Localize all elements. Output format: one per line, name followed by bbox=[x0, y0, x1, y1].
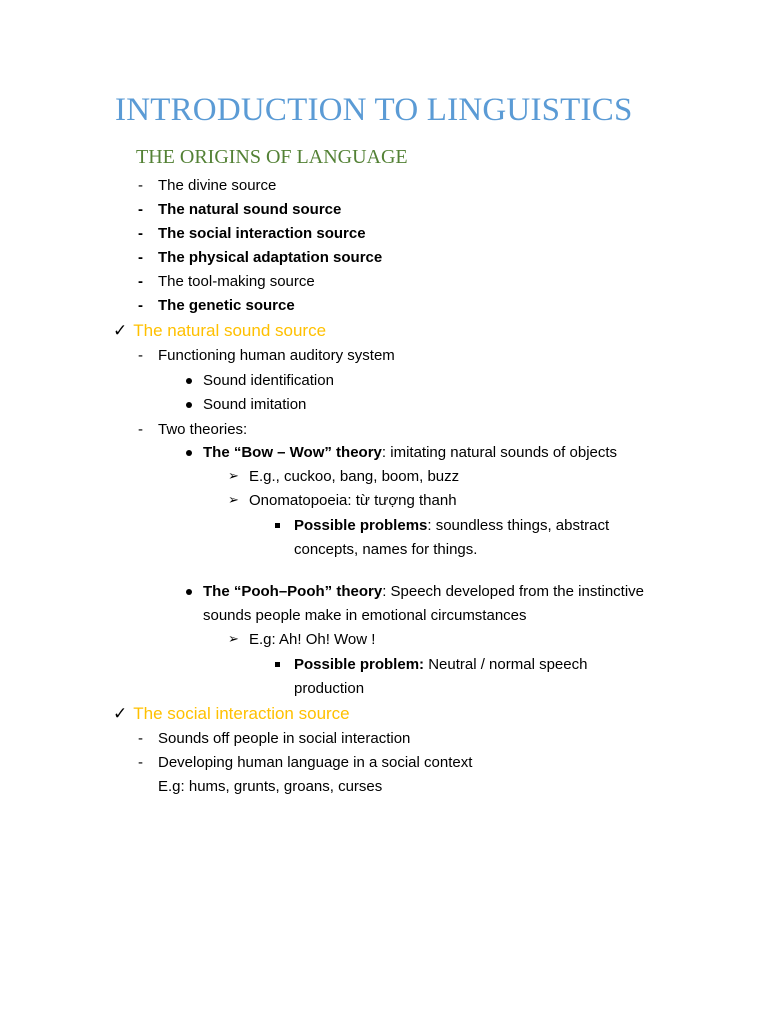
pooh-pooh-problem: Possible problem: Neutral / normal speech bbox=[294, 656, 588, 673]
list-dash: - bbox=[138, 225, 143, 242]
bullet-dot-icon bbox=[186, 589, 192, 595]
social-interaction-heading: ✓ The social interaction source bbox=[113, 704, 350, 724]
square-bullet-icon bbox=[275, 662, 280, 667]
bullet-dot-icon bbox=[186, 402, 192, 408]
origin-item-toolmaking: The tool-making source bbox=[158, 273, 315, 290]
list-dash: - bbox=[138, 249, 143, 266]
bow-wow-problems-cont: concepts, names for things. bbox=[294, 541, 478, 558]
auditory-system-item: Functioning human auditory system bbox=[158, 347, 395, 364]
square-bullet-icon bbox=[275, 523, 280, 528]
arrow-bullet-icon: ➢ bbox=[228, 632, 239, 647]
sound-imitation-item: Sound imitation bbox=[203, 396, 307, 413]
list-dash: - bbox=[138, 730, 143, 747]
pooh-pooh-theory-item: The “Pooh–Pooh” theory: Speech developed from the instinctive bbox=[203, 583, 645, 600]
bullet-dot-icon bbox=[186, 378, 192, 384]
two-theories-item: Two theories: bbox=[158, 421, 248, 438]
list-dash: - bbox=[138, 347, 143, 364]
checkmark-icon: ✓ bbox=[113, 321, 128, 341]
origin-item-physical: The physical adaptation source bbox=[158, 249, 383, 266]
checkmark-icon: ✓ bbox=[113, 704, 128, 724]
pooh-pooh-example: E.g: Ah! Oh! Wow ! bbox=[249, 631, 376, 648]
list-dash: - bbox=[138, 297, 143, 314]
section-subtitle: THE ORIGINS OF LANGUAGE bbox=[136, 146, 408, 168]
list-dash: - bbox=[138, 201, 143, 218]
list-dash: - bbox=[138, 421, 143, 438]
onomatopoeia-item: Onomatopoeia: từ tượng thanh bbox=[249, 492, 457, 509]
social-item-developing: Developing human language in a social context bbox=[158, 754, 473, 771]
bow-wow-theory-item: The “Bow – Wow” theory: imitating natural sounds of objects bbox=[203, 444, 618, 461]
list-dash: - bbox=[138, 177, 143, 194]
bullet-dot-icon bbox=[186, 450, 192, 456]
arrow-bullet-icon: ➢ bbox=[228, 493, 239, 508]
origin-item-genetic: The genetic source bbox=[158, 297, 295, 314]
arrow-bullet-icon: ➢ bbox=[228, 469, 239, 484]
page-title: INTRODUCTION TO LINGUISTICS bbox=[115, 92, 633, 128]
sound-identification-item: Sound identification bbox=[203, 372, 334, 389]
list-dash: - bbox=[138, 273, 143, 290]
social-example: E.g: hums, grunts, groans, curses bbox=[158, 778, 383, 795]
social-item-sounds: Sounds off people in social interaction bbox=[158, 730, 411, 747]
bow-wow-example: E.g., cuckoo, bang, boom, buzz bbox=[249, 468, 460, 485]
list-dash: - bbox=[138, 754, 143, 771]
origin-item-social: The social interaction source bbox=[158, 225, 366, 242]
origin-item-divine: The divine source bbox=[158, 177, 277, 194]
natural-sound-heading: ✓ The natural sound source bbox=[113, 321, 327, 341]
pooh-pooh-problem-cont: production bbox=[294, 680, 365, 697]
pooh-pooh-theory-cont: sounds people make in emotional circumstances bbox=[203, 607, 527, 624]
bow-wow-problems: Possible problems: soundless things, abstract bbox=[294, 517, 610, 534]
origin-item-natural: The natural sound source bbox=[158, 201, 342, 218]
